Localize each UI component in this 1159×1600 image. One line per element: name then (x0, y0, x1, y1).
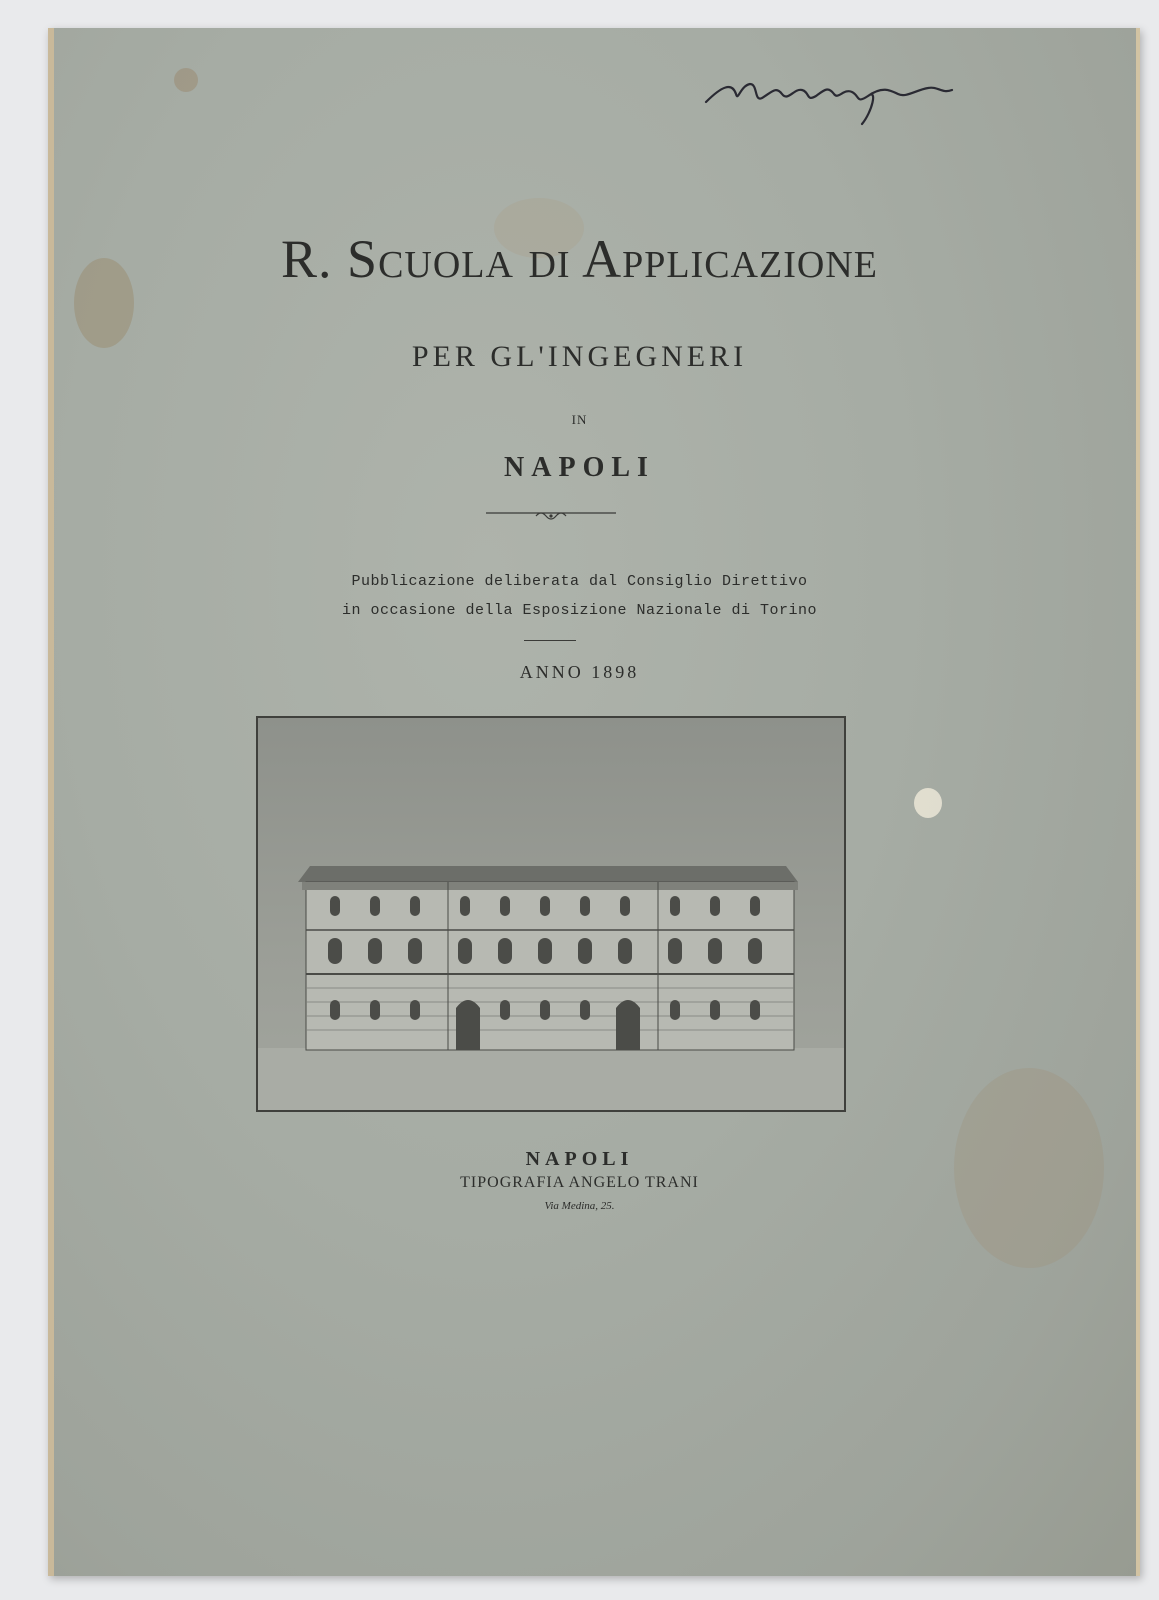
divider (524, 640, 576, 641)
cover-title: R. Scuola di Applicazione (281, 229, 878, 289)
publication-year: ANNO 1898 (519, 662, 640, 682)
foxing-stain (174, 68, 198, 92)
ornament-rule-icon (486, 508, 616, 522)
publication-line-1: Pubblicazione deliberata dal Consiglio Direttivo (351, 573, 808, 590)
publication-line-2: in occasione della Esposizione Nazionale di Torino (341, 602, 818, 619)
handwritten-signature (702, 68, 962, 128)
imprint-city: NAPOLI (525, 1148, 634, 1170)
printer-name: TIPOGRAFIA ANGELO TRANI (460, 1174, 699, 1191)
printer-address: Via Medina, 25. (544, 1200, 615, 1212)
cover-city: NAPOLI (504, 452, 655, 483)
foxing-stain (914, 788, 942, 818)
building-engraving (256, 716, 846, 1112)
cover-subtitle: PER GL'INGEGNERI (411, 340, 748, 373)
cover-preposition: IN (571, 412, 588, 427)
building-illustration (258, 718, 844, 1110)
